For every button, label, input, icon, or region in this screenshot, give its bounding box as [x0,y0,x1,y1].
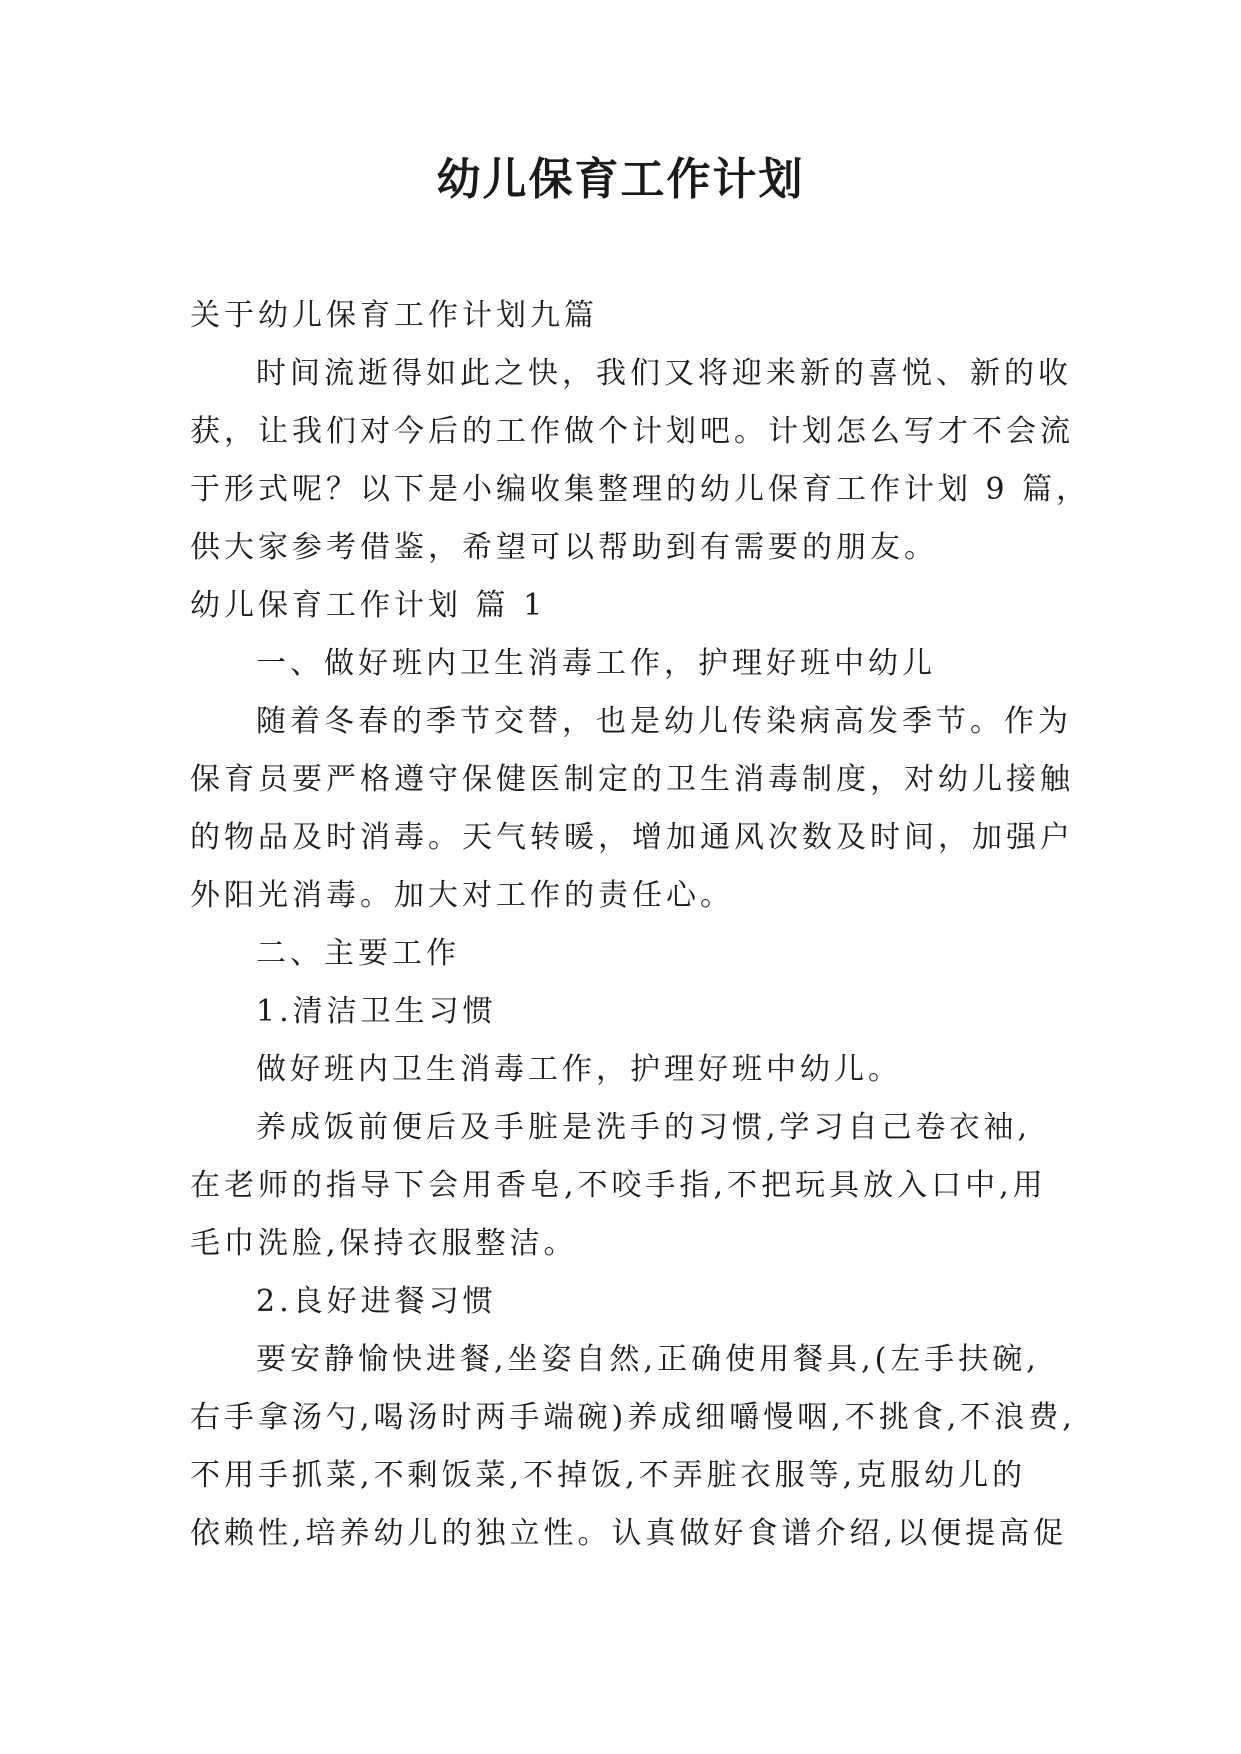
text-line: 获，让我们对今后的工作做个计划吧。计划怎么写才不会流 [190,414,1074,449]
text-line: 关于幼儿保育工作计划九篇 [190,298,598,333]
text-line: 右手拿汤勺,喝汤时两手端碗)养成细嚼慢咽,不挑食,不浪费, [190,1400,1076,1435]
text-line: 1.清洁卫生习惯 [256,994,497,1029]
text-line: 依赖性,培养幼儿的独立性。认真做好食谱介绍,以便提高促 [190,1516,1068,1551]
text-line: 要安静愉快进餐,坐姿自然,正确使用餐具,(左手扶碗, [256,1342,1040,1377]
text-line: 保育员要严格遵守保健医制定的卫生消毒制度，对幼儿接触 [190,762,1074,797]
text-line: 一、做好班内卫生消毒工作，护理好班中幼儿 [256,646,936,681]
document-title: 幼儿保育工作计划 [436,154,805,205]
text-line: 在老师的指导下会用香皂,不咬手指,不把玩具放入口中,用 [190,1168,1047,1203]
text-line: 做好班内卫生消毒工作，护理好班中幼儿。 [256,1052,902,1087]
text-line: 外阳光消毒。加大对工作的责任心。 [190,878,734,913]
text-line: 于形式呢？以下是小编收集整理的幼儿保育工作计划 9 篇， [190,472,1091,507]
text-line: 养成饭前便后及手脏是洗手的习惯,学习自己卷衣袖, [256,1110,1032,1145]
text-line: 二、主要工作 [256,936,460,971]
text-line: 的物品及时消毒。天气转暖，增加通风次数及时间，加强户 [190,820,1074,855]
text-line: 幼儿保育工作计划 篇 1 [190,588,547,623]
document-body [190,287,1091,1563]
text-line: 2.良好进餐习惯 [256,1284,497,1319]
text-line: 随着冬春的季节交替，也是幼儿传染病高发季节。作为 [256,704,1072,739]
text-line: 时间流逝得如此之快，我们又将迎来新的喜悦、新的收 [256,356,1072,391]
text-line: 毛巾洗脸,保持衣服整洁。 [190,1226,578,1261]
text-line: 供大家参考借鉴，希望可以帮助到有需要的朋友。 [190,530,938,565]
text-line: 不用手抓菜,不剩饭菜,不掉饭,不弄脏衣服等,克服幼儿的 [190,1458,1027,1493]
